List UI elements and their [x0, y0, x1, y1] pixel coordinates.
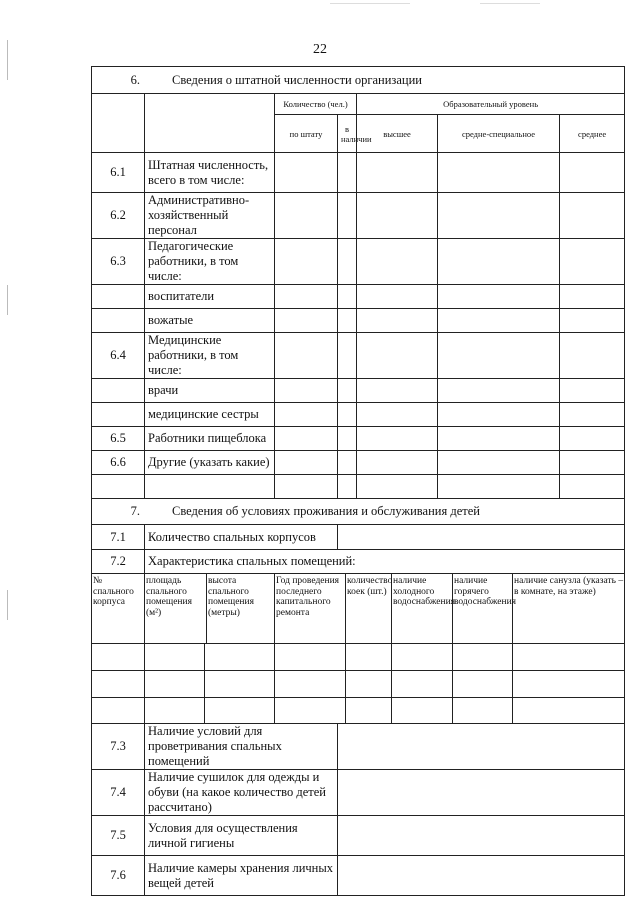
- header-quantity: Количество (чел.): [275, 94, 357, 115]
- header-higher: высшее: [357, 115, 438, 153]
- section6-title: Сведения о штатной численности организации: [172, 72, 422, 87]
- rooms-empty-row: [92, 698, 625, 724]
- section7-header-row: [92, 499, 625, 525]
- table-row: 7.6 Наличие камеры хранения личных вещей детей: [92, 856, 625, 896]
- rooms-header-bathroom: наличие санузла (указать – в комнате, на этаже): [513, 574, 625, 644]
- rooms-header-height: высота спального помещения (метры): [208, 576, 254, 618]
- table-row: 6.6 Другие (указать какие): [92, 451, 625, 475]
- page-number: 22: [313, 42, 327, 57]
- rooms-header-repair-year: Год проведения последнего капитального ремонта: [275, 574, 346, 644]
- header-secondary: среднее: [560, 115, 625, 153]
- header-present: в наличии: [338, 115, 357, 153]
- section7-title: Сведения об условиях проживания и обслуживания детей: [172, 504, 480, 518]
- table-row: 6.2 Административно-хозяйственный персонал: [92, 193, 625, 239]
- table-row: 7.5 Условия для осуществления личной гигиены: [92, 816, 625, 856]
- table-row: 6.5 Работники пищеблока: [92, 427, 625, 451]
- table-row: вожатые: [92, 309, 625, 333]
- rooms-empty-row: [92, 671, 625, 698]
- section6-title-cell: [92, 67, 625, 94]
- header-education: Образовательный уровень: [357, 94, 625, 115]
- section6-number: 6.: [130, 72, 140, 87]
- table-row: 6.3 Педагогические работники, в том числе:: [92, 239, 625, 285]
- table-row: воспитатели: [92, 285, 625, 309]
- table-row: 7.4 Наличие сушилок для одежды и обуви (на какое количество детей рассчитано): [92, 770, 625, 816]
- table-header-row: [92, 94, 625, 115]
- table-row: медицинские сестры: [92, 403, 625, 427]
- scan-top-mark: [330, 3, 410, 4]
- rooms-header-building: № спального корпуса: [92, 574, 145, 644]
- scan-top-mark: [480, 3, 540, 4]
- rooms-header-cold-water: наличие холодного водоснабжения: [392, 574, 453, 644]
- header-secondary-special: средне-специальное: [438, 115, 560, 153]
- form-table: [91, 66, 625, 896]
- section7-title-cell: [92, 499, 625, 525]
- rooms-header-beds: количество коек (шт.): [346, 574, 392, 644]
- table-row: 6.1 Штатная численность, всего в том числе:: [92, 153, 625, 193]
- table-row: 7.1 Количество спальных корпусов: [92, 525, 625, 550]
- table-row: врачи: [92, 379, 625, 403]
- table-row: 7.2 Характеристика спальных помещений:: [92, 550, 625, 574]
- header-by-staff: по штату: [275, 115, 338, 153]
- section6-header-row: [92, 67, 625, 94]
- rooms-header-row: [92, 574, 625, 644]
- table-row: 7.3 Наличие условий для проветривания спальных помещений: [92, 724, 625, 770]
- table-row: 6.4 Медицинские работники, в том числе:: [92, 333, 625, 379]
- section7-number: 7.: [130, 504, 140, 518]
- table-row: [92, 475, 625, 499]
- rooms-header-hot-water: наличие горячего водоснабжения: [453, 574, 513, 644]
- rooms-header-area: площадь спального помещения (м²): [145, 574, 207, 643]
- scan-edge-mark: [7, 590, 8, 620]
- scan-edge-mark: [7, 285, 8, 315]
- rooms-empty-row: [92, 644, 625, 671]
